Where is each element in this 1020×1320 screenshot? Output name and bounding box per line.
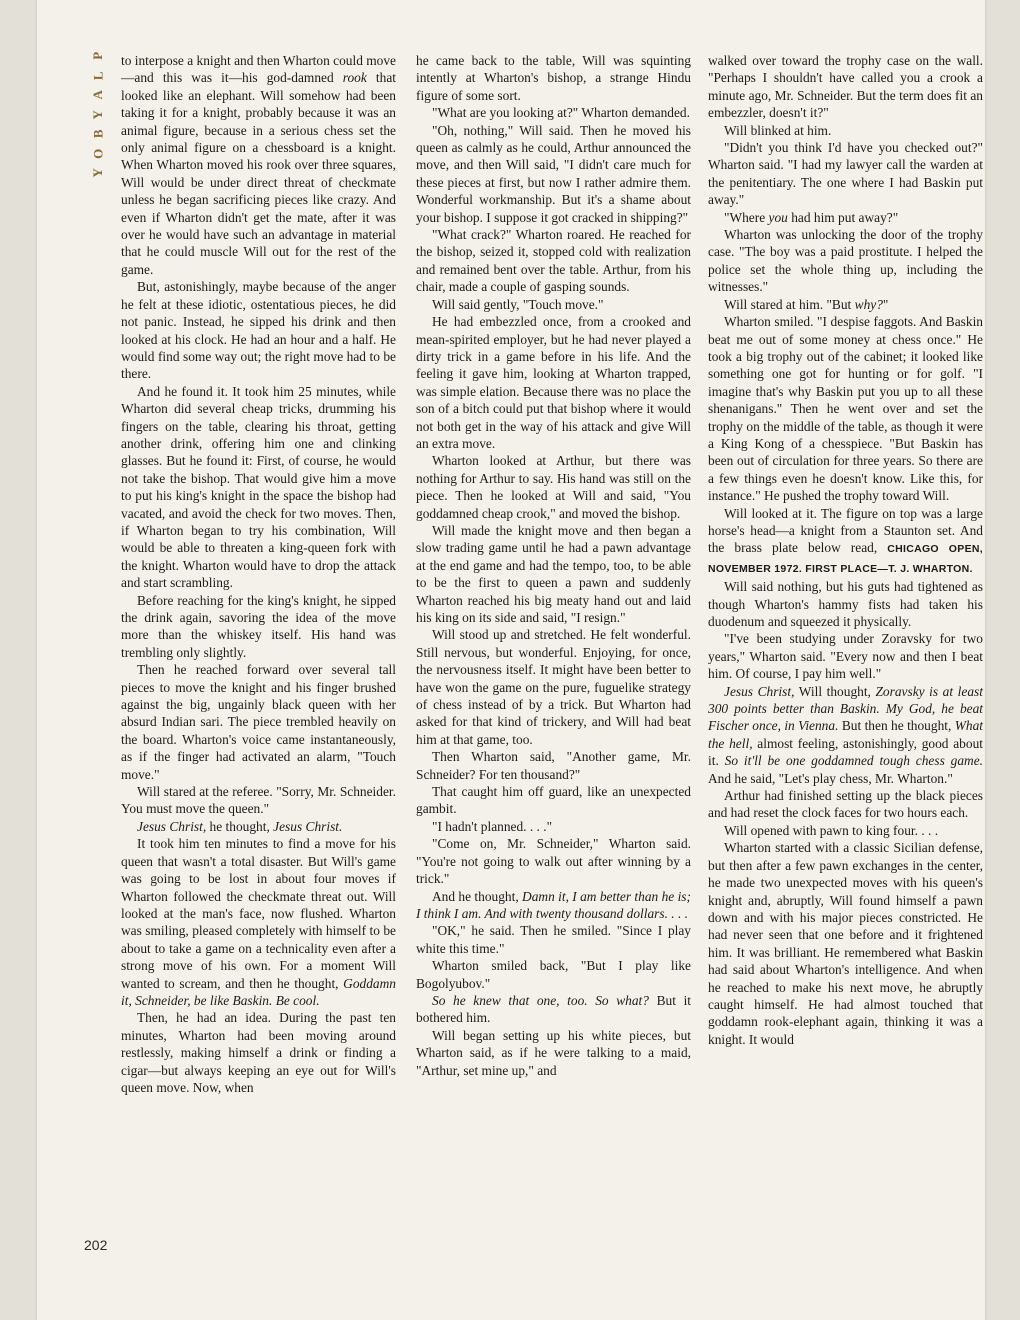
paragraph: And he found it. It took him 25 minutes, while Wharton did several cheap tricks, drumming his fingers on the table, clearing his throat, getting another drink, offering him one and clinking glasses. But he found it: First, of course, he would not take the bishop. That would give him a move to put his king's knight in the space the bishop had vacated, and avoid the check for two moves. Then, if Wharton began to try his combination, Will would be able to threaten a king-queen fork with the knight. Wharton would have to drop the attack and start scrambling. (121, 383, 396, 591)
paragraph: "Didn't you think I'd have you checked out?" Wharton said. "I had my lawyer call the warden at the penitentiary. The one where I had Baskin put away." (708, 140, 983, 208)
paragraph: Then Wharton said, "Another game, Mr. Schneider? For ten thousand?" (416, 749, 691, 782)
text-column-2 (416, 52, 691, 1079)
paragraph: Will stared at him. "But why?" (724, 296, 889, 312)
paragraph: "Come on, Mr. Schneider," Wharton said. "You're not going to walk out after winning by a trick." (416, 836, 691, 887)
masthead-letter: O (90, 148, 106, 159)
paragraph: Will said gently, "Touch move." (432, 296, 604, 312)
paragraph: Will stared at the referee. "Sorry, Mr. Schneider. You must move the queen." (121, 784, 396, 817)
masthead-playboy (90, 46, 106, 183)
magazine-page (37, 0, 985, 1320)
paragraph: Wharton started with a classic Sicilian defense, but then after a few pawn exchanges in the center, he made two unexpected moves with his queen's knight and, abruptly, Will found himself a pawn down and with his major pieces constricted. He had never seen that one before and it frightened him. It was brilliant. He remembered what Baskin had said about Wharton's intelligence. And when he reached to make his next move, he abruptly caught himself. He had almost touched that goddamn rook-elephant again, thinking it was a knight. It would (708, 840, 983, 1047)
paragraph: Will made the knight move and then began a slow trading game until he had a pawn advantage at the end game and had the tempo, too, to be able to be the first to queen a pawn and suddenly Wharton reached his big meaty hand out and laid his king on its side and said, "I resign." (416, 522, 691, 625)
page-number: 202 (84, 1237, 108, 1253)
paragraph: "I've been studying under Zoravsky for two years," Wharton said. "Every now and then I beat him. Of course, I pay him well." (708, 631, 983, 682)
masthead-letter: Y (90, 168, 106, 178)
paragraph: "What crack?" Wharton roared. He reached for the bishop, seized it, stopped cold with realization and remained bent over the table. Arthur, from his chair, made a couple of gasping sounds. (416, 227, 691, 295)
paragraph: He had embezzled once, from a crooked and mean-spirited employer, but he had never played a dirty trick in a game before in his life. And the feeling it gave him, looking at Wharton trapped, was simple elation. Because there was no place the son of a bitch could put that bishop where it would not both get in the way of his attack and give Will an extra move. (416, 314, 691, 451)
paragraph: to interpose a knight and then Wharton could move—and this was it—his god-damned rook that looked like an elephant. Will somehow had been taking it for a knight, probably because it was an animal figure, because in a serious chess set the only animal figure on a chessboard is a knight. When Wharton moved his rook over three squares, Will would be under direct threat of checkmate unless he began sacrificing pieces like crazy. And even if Wharton didn't get the mate, after it was over he would have such an advantage in material that he could muscle Will out for the rest of the game. (121, 53, 397, 277)
paragraph: Jesus Christ, Will thought, Zoravsky is at least 300 points better than Baskin. My God, he beat Fischer once, in Vienna. But then he thought, What the hell, almost feeling, astonishingly, good about it. So it'll be one goddamned tough chess game. And he said, "Let's play chess, Mr. Wharton." (708, 683, 984, 786)
paragraph: Then, he had an idea. During the past ten minutes, Wharton had been moving around restlessly, making himself a drink or finding a cigar—but always keeping an eye out for Will's queen move. Now, when (121, 1010, 396, 1095)
paragraph: That caught him off guard, like an unexpected gambit. (416, 784, 691, 817)
paragraph: Jesus Christ, he thought, Jesus Christ. (137, 818, 343, 834)
paragraph: Wharton smiled. "I despise faggots. And Baskin beat me out of some money at chess once." He took a big trophy out of the cabinet; it looked like something one got for hunting or for golf. "I imagine that's why Baskin put you up to all these shenanigans." Then he went over and set the trophy on the middle of the table, as though it were a King Kong of a chesspiece. "But Baskin has been out of circulation for three years. So there are a few things even he doesn't know. Like this, for instance." He pushed the trophy toward Will. (708, 314, 983, 504)
masthead-letter: A (90, 90, 106, 100)
paragraph: "Oh, nothing," Will said. Then he moved his queen as calmly as he could, Arthur announced the move, and then Will said, "I didn't care much for these pieces at first, but now I rather admire them. Wonderful workmanship. But it's a shame about your bishop. I suppose it got cracked in shipping?" (416, 122, 691, 225)
masthead-letter: P (90, 51, 106, 60)
paragraph: So he knew that one, too. So what? But it bothered him. (416, 992, 692, 1026)
paragraph: Arthur had finished setting up the black pieces and had reset the clock faces for two hours each. (708, 788, 983, 821)
paragraph: Wharton was unlocking the door of the trophy case. "The boy was a paid prostitute. I helped the police set the whole thing up, including the witnesses." (708, 227, 983, 295)
paragraph: But, astonishingly, maybe because of the anger he felt at these idiotic, ostentatious pieces, he did not panic. Instead, he sipped his drink and then looked at his clock. He had an hour and a half. He would find some way out; the right move had to be there. (121, 279, 396, 382)
masthead-letter: L (90, 70, 106, 80)
paragraph: Wharton looked at Arthur, but there was nothing for Arthur to say. His hand was still on the piece. Then he looked at Will and said, "You goddamned cheap crook," and moved the bishop. (416, 453, 691, 521)
masthead-letter: B (90, 129, 106, 139)
masthead-letter: Y (90, 109, 106, 119)
paragraph: walked over toward the trophy case on the wall. "Perhaps I shouldn't have called you a crook a minute ago, Mr. Schneider. But the term does fit an embezzler, doesn't it?" (708, 53, 983, 121)
paragraph: Before reaching for the king's knight, he sipped the drink again, savoring the idea of the move more than the whiskey itself. His hand was trembling only slightly. (121, 592, 396, 660)
paragraph: "What are you looking at?" Wharton demanded. (432, 105, 690, 121)
paragraph: And he thought, Damn it, I am better than he is; I think I am. And with twenty thousand dollars. . . . (416, 888, 691, 921)
paragraph: Will looked at it. The figure on top was a large horse's head—a knight from a Staunton set. And the brass plate below read, CHICAGO OPEN, NOVEMBER 1972. FIRST PLACE—T. J. WHARTON. (708, 505, 983, 575)
text-column-3 (708, 52, 983, 1048)
paragraph: he came back to the table, Will was squinting intently at Wharton's bishop, a strange Hindu figure of some sort. (416, 53, 691, 103)
paragraph: "Where you had him put away?" (724, 209, 899, 225)
paragraph: "I hadn't planned. . . ." (432, 818, 553, 834)
text-column-1 (121, 52, 396, 1096)
paragraph: Will opened with pawn to king four. . . . (724, 822, 939, 838)
paragraph: It took him ten minutes to find a move for his queen that wasn't a total disaster. But Will's game was going to be lost in about four moves if Wharton followed the checkmate threat out. Will looked at the man's face, now flushed. Wharton was smiling, pleased completely with himself to be about to take a game on a technicality even after a strong move of his own. For a moment Will wanted to scream, and then he thought, Goddamn it, Schneider, be like Baskin. Be cool. (121, 836, 396, 1008)
paragraph: Will said nothing, but his guts had tightened as though Wharton's hammy fists had taken his duodenum and squeezed it physically. (708, 579, 983, 629)
paragraph: Wharton smiled back, "But I play like Bogolyubov." (416, 958, 691, 991)
paragraph: Will began setting up his white pieces, but Wharton said, as if he were talking to a maid, "Arthur, set mine up," and (416, 1027, 691, 1078)
paragraph: Will blinked at him. (724, 122, 832, 138)
paragraph: Then he reached forward over several tall pieces to move the knight and his finger brushed against the big, ungainly black queen with her absurd Indian sari. The piece trembled heavily on the board. Wharton's voice came instantaneously, as if the finger had activated an alarm, "Touch move." (121, 662, 396, 782)
paragraph: Will stood up and stretched. He felt wonderful. Still nervous, but wonderful. Enjoying, for once, the nervousness itself. It might have been better to have won the game on the pure, fuguelike strategy of chess instead of by a trick. But Wharton had asked for that kind of trickery, and Will had beat him at that game, too. (416, 627, 691, 747)
paragraph: "OK," he said. Then he smiled. "Since I play white this time." (416, 923, 691, 956)
